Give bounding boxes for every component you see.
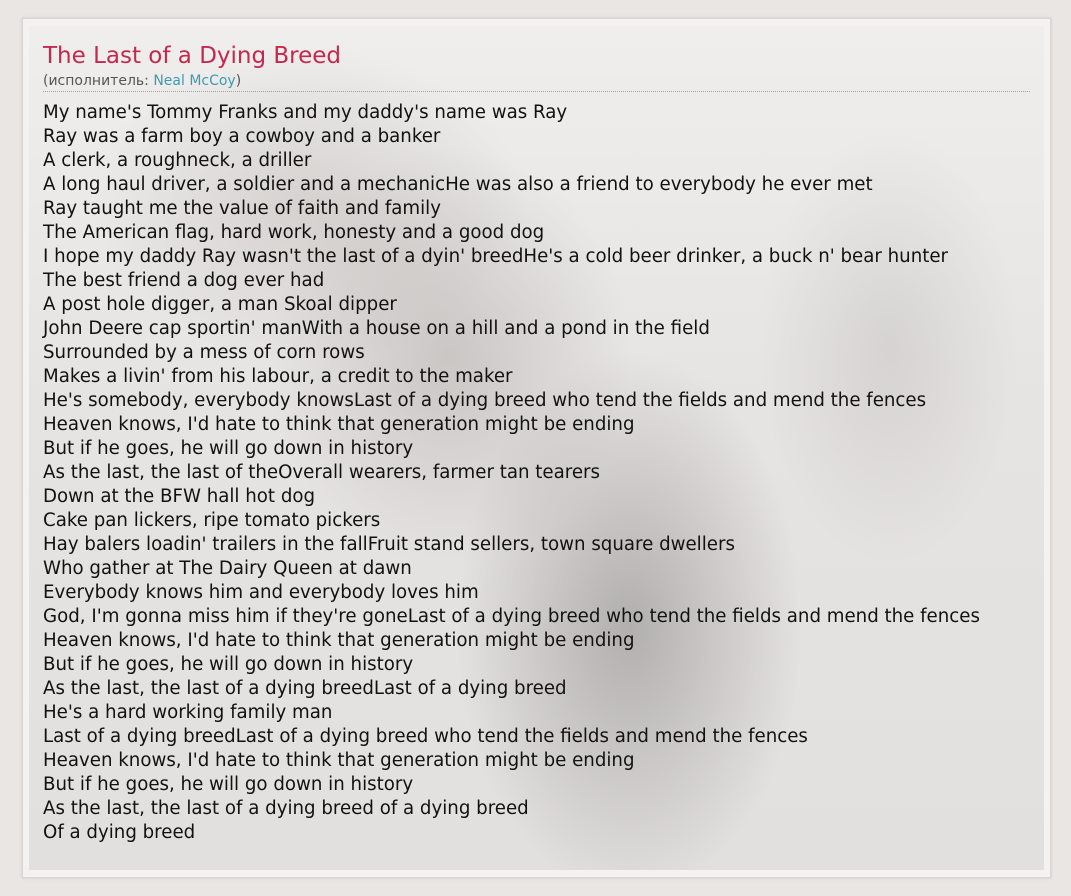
lyric-line: But if he goes, he will go down in history — [43, 654, 414, 675]
lyric-line: Makes a livin' from his labour, a credit to the maker — [43, 366, 513, 387]
lyric-line: As the last, the last of theOverall wearers, farmer tan tearers — [43, 462, 600, 483]
lyric-line: But if he goes, he will go down in history — [43, 438, 414, 459]
lyric-line: Ray was a farm boy a cowboy and a banker — [43, 126, 441, 147]
lyrics-text — [43, 101, 1044, 845]
lyric-line: A clerk, a roughneck, a driller — [43, 150, 312, 171]
lyric-line: The best friend a dog ever had — [43, 270, 325, 291]
lyric-line: Ray taught me the value of faith and family — [43, 198, 441, 219]
lyric-line: He's somebody, everybody knowsLast of a dying breed who tend the fields and mend the fences — [43, 390, 927, 411]
byline-prefix: (исполнитель: — [43, 73, 154, 89]
lyric-line: God, I'm gonna miss him if they're goneLast of a dying breed who tend the fields and mend the fences — [43, 606, 980, 627]
song-title: The Last of a Dying Breed — [43, 43, 342, 69]
lyric-line: John Deere cap sportin' manWith a house on a hill and a pond in the field — [43, 318, 710, 339]
lyric-line: My name's Tommy Franks and my daddy's name was Ray — [43, 102, 568, 123]
artist-byline — [43, 72, 241, 90]
lyric-line: But if he goes, he will go down in history — [43, 774, 414, 795]
lyric-line: Heaven knows, I'd hate to think that generation might be ending — [43, 414, 635, 435]
lyric-line: Surrounded by a mess of corn rows — [43, 342, 365, 363]
lyric-line: Heaven knows, I'd hate to think that generation might be ending — [43, 750, 635, 771]
lyric-line: Heaven knows, I'd hate to think that generation might be ending — [43, 630, 635, 651]
lyric-line: A long haul driver, a soldier and a mechanicHe was also a friend to everybody he ever met — [43, 174, 873, 195]
title-divider — [43, 91, 1030, 92]
lyric-line: Everybody knows him and everybody loves him — [43, 582, 479, 603]
artist-link[interactable]: Neal McCoy — [153, 73, 236, 89]
lyric-line: Cake pan lickers, ripe tomato pickers — [43, 510, 381, 531]
lyric-line: Down at the BFW hall hot dog — [43, 486, 316, 507]
lyric-line: As the last, the last of a dying breed of a dying breed — [43, 798, 529, 819]
lyric-line: Last of a dying breedLast of a dying breed who tend the fields and mend the fences — [43, 726, 808, 747]
lyric-line: The American flag, hard work, honesty and a good dog — [43, 222, 545, 243]
lyric-line: He's a hard working family man — [43, 702, 333, 723]
lyric-line: I hope my daddy Ray wasn't the last of a dyin' breedHe's a cold beer drinker, a buck n' bear hunter — [43, 246, 949, 267]
lyric-line: Who gather at The Dairy Queen at dawn — [43, 558, 412, 579]
byline-suffix: ) — [235, 73, 242, 89]
lyrics-panel — [29, 26, 1044, 870]
lyric-line: Hay balers loadin' trailers in the fallFruit stand sellers, town square dwellers — [43, 534, 735, 555]
lyric-line: A post hole digger, a man Skoal dipper — [43, 294, 397, 315]
lyric-line: Of a dying breed — [43, 822, 196, 843]
page-frame — [22, 18, 1051, 878]
lyric-line: As the last, the last of a dying breedLast of a dying breed — [43, 678, 567, 699]
